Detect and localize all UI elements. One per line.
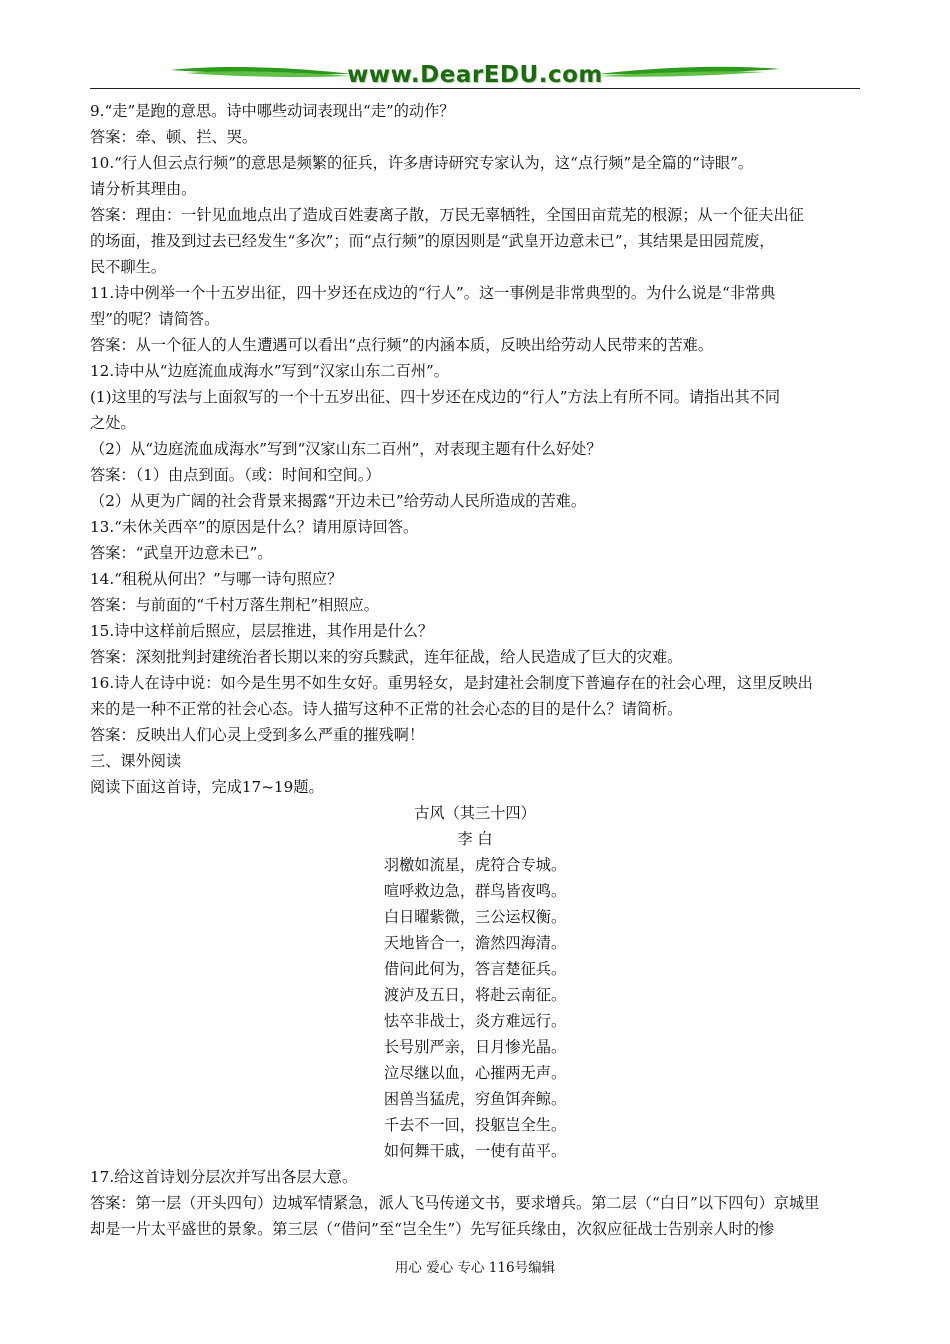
text-line: 白日曜紫微，三公运权衡。 xyxy=(383,908,567,926)
text-line: 借问此何为，答言楚征兵。 xyxy=(383,960,567,978)
text-line: 17.给这首诗划分层次并写出各层大意。 xyxy=(90,1168,358,1186)
text-line: 的场面，推及到过去已经发生“多次”；而“点行频”的原因则是“武皇开边意未已”，其结果是田园荒废， xyxy=(90,232,775,250)
text-line: (1)这里的写法与上面叙写的一个十五岁出征、四十岁还在戍边的“行人”方法上有所不同。请指出其不同 xyxy=(90,388,781,406)
text-line: 答案：（1）由点到面。（或：时间和空间。） xyxy=(90,466,381,484)
text-line: 来的是一种不正常的社会心态。诗人描写这种不正常的社会心态的目的是什么？请简析。 xyxy=(90,700,683,718)
text-line: （2）从“边庭流血成海水”写到“汉家山东二百州”，对表现主题有什么好处？ xyxy=(90,440,602,458)
text-line: 泣尽继以血，心摧两无声。 xyxy=(383,1064,567,1082)
question-17-section xyxy=(90,1164,860,1242)
text-line: 渡泸及五日，将赴云南征。 xyxy=(383,986,567,1004)
poem-lines xyxy=(90,852,860,1164)
header-divider xyxy=(90,88,860,89)
text-line: 13.“未休关西卒”的原因是什么？请用原诗回答。 xyxy=(90,518,419,536)
text-line: 答案：“武皇开边意未已”。 xyxy=(90,544,273,562)
text-line: 型”的呢？请简答。 xyxy=(90,310,220,328)
poem-author: 李 白 xyxy=(457,830,493,848)
text-line: 长号别严亲，日月惨光晶。 xyxy=(383,1038,567,1056)
text-line: 14.“租税从何出？”与哪一诗句照应？ xyxy=(90,570,343,588)
text-line: 天地皆合一，澹然四海清。 xyxy=(383,934,567,952)
text-line: 答案：从一个征人的人生遭遇可以看出“点行频”的内涵本质，反映出给劳动人民带来的苦难。 xyxy=(90,336,714,354)
site-logo[interactable]: www.DearEDU.com xyxy=(347,62,603,88)
text-line: 困兽当猛虎，穷鱼饵奔鲸。 xyxy=(383,1090,567,1108)
text-line: 10.“行人但云点行频”的意思是频繁的征兵，许多唐诗研究专家认为，这“点行频”是全篇的“诗眼”。 xyxy=(90,154,754,172)
document-body xyxy=(90,98,860,1242)
text-line: 15.诗中这样前后照应，层层推进，其作用是什么？ xyxy=(90,622,434,640)
text-line: 11.诗中例举一个十五岁出征，四十岁还在戍边的“行人”。这一事例是非常典型的。为什么说是“非常典 xyxy=(90,284,776,302)
text-line: 阅读下面这首诗，完成17~19题。 xyxy=(90,778,324,796)
text-line: 答案：反映出人们心灵上受到多么严重的摧残啊！ xyxy=(90,726,425,744)
text-line: 答案：第一层（开头四句）边城军情紧急，派人飞马传递文书，要求增兵。第二层（“白日”以下四句）京城里 xyxy=(90,1194,820,1212)
text-line: 答案：与前面的“千村万落生荆杞”相照应。 xyxy=(90,596,379,614)
poem-block xyxy=(90,800,860,1164)
text-line: 之处。 xyxy=(90,414,136,432)
question-answer-section xyxy=(90,98,860,800)
text-line: 羽檄如流星，虎符合专城。 xyxy=(383,856,567,874)
page-footer: 用心 爱心 专心 116号编辑 xyxy=(394,1260,556,1276)
text-line: 答案：理由：一针见血地点出了造成百姓妻离子散，万民无辜牺牲，全国田亩荒芜的根源；从一个征夫出征 xyxy=(90,206,804,224)
text-line: 16.诗人在诗中说：如今是生男不如生女好。重男轻女，是封建社会制度下普遍存在的社会心理，这里反映出 xyxy=(90,674,813,692)
text-line: 如何舞干戚，一使有苗平。 xyxy=(383,1142,567,1160)
text-line: 千去不一回，投躯岂全生。 xyxy=(383,1116,567,1134)
text-line: 怯卒非战士，炎方难远行。 xyxy=(383,1012,567,1030)
poem-title: 古风（其三十四） xyxy=(414,804,536,822)
text-line: 三、课外阅读 xyxy=(90,752,182,770)
text-line: 12.诗中从“边庭流血成海水”写到“汉家山东二百州”。 xyxy=(90,362,449,380)
text-line: 答案：深刻批判封建统治者长期以来的穷兵黩武，连年征战，给人民造成了巨大的灾难。 xyxy=(90,648,683,666)
text-line: 请分析其理由。 xyxy=(90,180,197,198)
text-line: （2）从更为广阔的社会背景来揭露“开边未已”给劳动人民所造成的苦难。 xyxy=(90,492,587,510)
text-line: 却是一片太平盛世的景象。第三层（“借问”至“岂全生”）先写征兵缘由，次叙应征战士告别亲人时的惨 xyxy=(90,1220,775,1238)
text-line: 喧呼救边急，群鸟皆夜鸣。 xyxy=(383,882,567,900)
text-line: 9.“走”是跑的意思。诗中哪些动词表现出“走”的动作？ xyxy=(90,102,455,120)
text-line: 答案：牵、顿、拦、哭。 xyxy=(90,128,258,146)
text-line: 民不聊生。 xyxy=(90,258,166,276)
